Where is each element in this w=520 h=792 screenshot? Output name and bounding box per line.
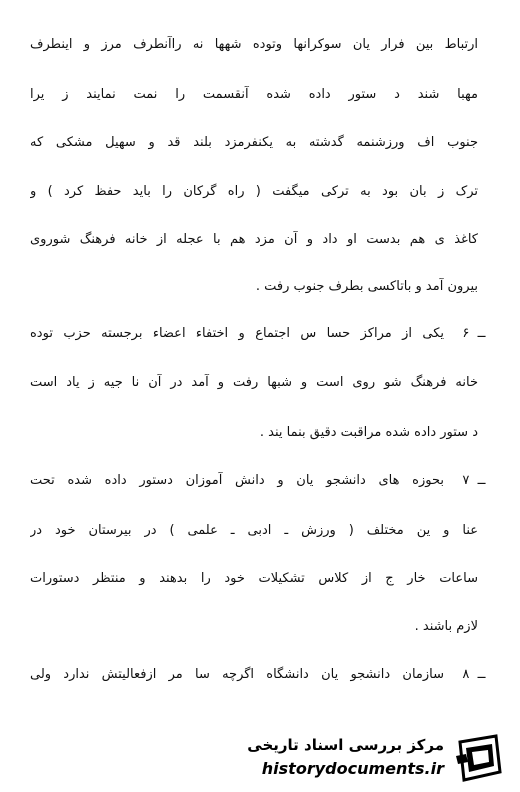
- watermark-url: historydocuments.ir: [261, 759, 444, 778]
- text-line: ساعات خار ج از کلاس تشکیلات خود را بدهند و منتظر دستورات: [30, 571, 478, 586]
- item-number-6: ۶ ـ: [462, 326, 486, 341]
- archive-stamp-icon: [452, 732, 504, 784]
- item-number-7: ۷ ـ: [462, 473, 486, 488]
- text-line: خانه فرهنگ شو روی است و شبها رفت و آمد در آن نا جیه ز یاد است: [30, 375, 478, 390]
- watermark: [228, 726, 508, 786]
- text-line: کاغذ ی هم بدست او داد و آن مزد هم با عجله از خانه فرهنگ شوروی: [30, 232, 478, 247]
- text-line: بحوزه های دانشجو یان و دانش آموزان دستور داده شده تحت: [30, 473, 444, 488]
- watermark-title: مرکز بررسی اسناد تاریخی: [247, 736, 444, 754]
- text-line: بیرون آمد و باتاکسی بطرف جنوب رفت .: [255, 279, 478, 294]
- text-line: ارتباط بین فرار یان سوکرانها وتوده شهها نه راآنطرف مرز و اینطرف: [30, 37, 478, 52]
- text-line: عنا و ین مختلف ( ورزش ـ ادبی ـ علمی ) در بیرستان خود در: [30, 523, 478, 538]
- text-line: د ستور داده شده مراقبت دقیق بنما یند .: [259, 425, 478, 440]
- text-line: ترک ز بان بود به ترکی میگفت ( راه گرکان را باید حفظ کرد ) و: [30, 184, 478, 199]
- text-line: مهبا شند د ستور داده شده آنقسمت را نمت نمایند ز یرا: [30, 87, 478, 102]
- item-number-8: ۸ ـ: [462, 667, 486, 682]
- text-line: سازمان دانشجو یان دانشگاه اگرچه سا مر ازفعالیتش ندارد ولی: [30, 667, 444, 682]
- text-line: یکی از مراکز حسا س اجتماع و اختفاء اعضاء برجسته حزب توده: [30, 326, 444, 341]
- text-line: جنوب اف ورزشنمه گدشته به یکنفرمزد بلند قد و سهیل مشکی که: [30, 135, 478, 150]
- text-line: لازم باشند .: [414, 619, 478, 634]
